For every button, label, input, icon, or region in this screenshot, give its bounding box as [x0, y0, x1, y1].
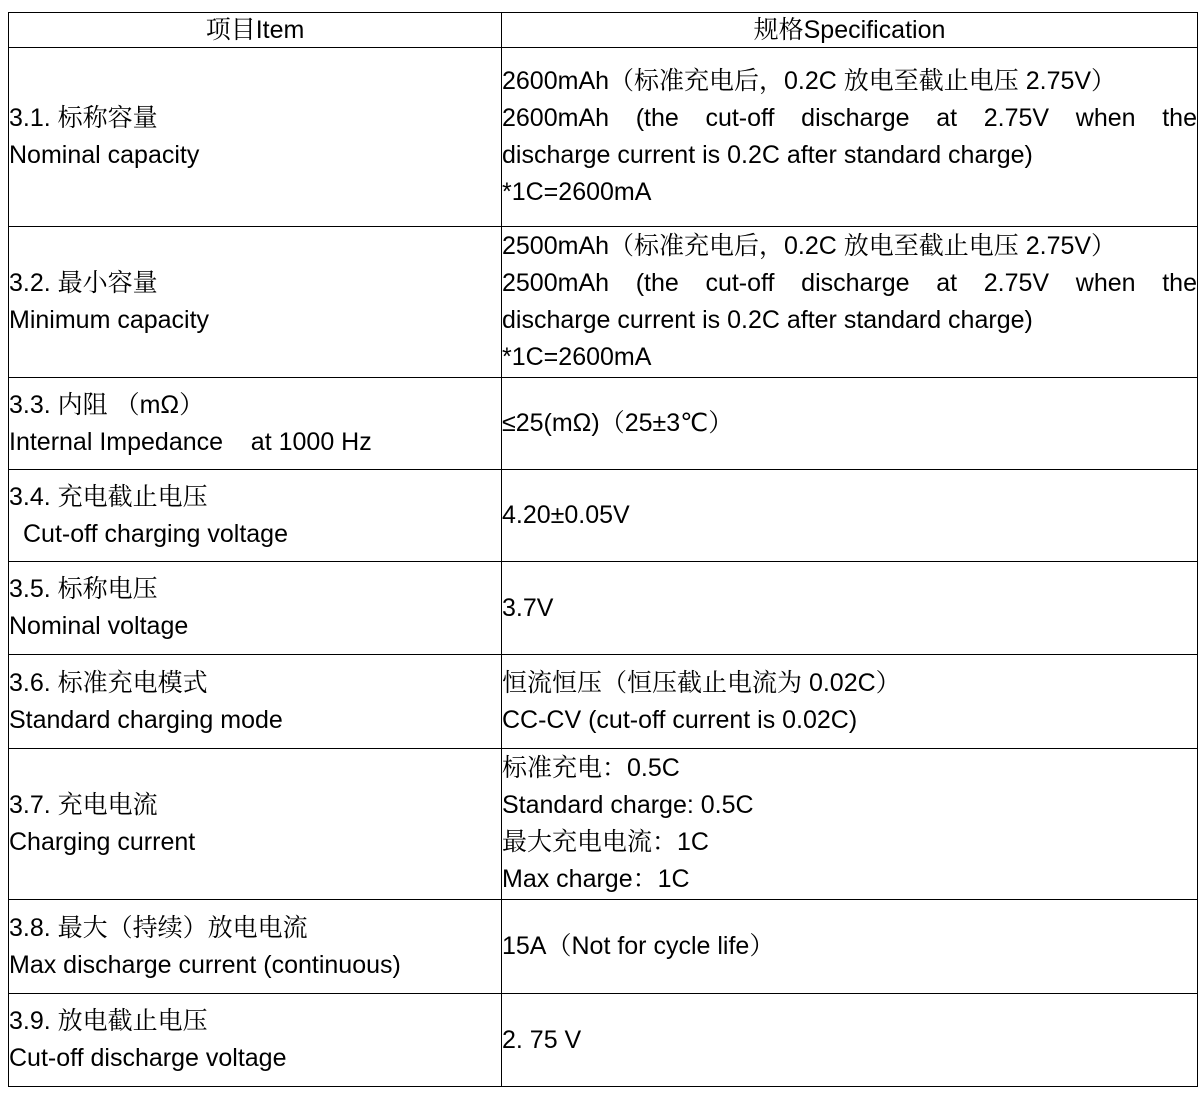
- spec-line: Max charge：1C: [502, 865, 690, 893]
- item-name-cn: 3.8. 最大（持续）放电电流: [9, 913, 308, 942]
- spec-line: 2600mAh（标准充电后，0.2C 放电至截止电压 2.75V）: [502, 67, 1117, 95]
- table-row: [9, 994, 1198, 1087]
- spec-cell: [502, 749, 1198, 900]
- table-header-row: [9, 13, 1198, 48]
- table-row: [9, 378, 1198, 470]
- spec-line: discharge current is 0.2C after standard charge): [502, 141, 1033, 169]
- spec-cell: [502, 227, 1198, 378]
- spec-line: 3.7V: [502, 593, 554, 622]
- table-row: [9, 562, 1198, 655]
- spec-cell: [502, 994, 1198, 1087]
- spec-line: 2600mAh (the cut-off discharge at 2.75V when the: [502, 104, 1197, 132]
- spec-cell: [502, 470, 1198, 562]
- item-name-cn: 3.3. 内阻 （mΩ）: [9, 390, 205, 419]
- spec-line: CC-CV (cut-off current is 0.02C): [502, 705, 858, 734]
- item-name-en: Minimum capacity: [9, 306, 210, 334]
- item-name-cn: 3.7. 充电电流: [9, 791, 158, 819]
- spec-line: 2500mAh（标准充电后，0.2C 放电至截止电压 2.75V）: [502, 232, 1117, 260]
- spec-cell: [502, 378, 1198, 470]
- item-name-en: Standard charging mode: [9, 705, 283, 734]
- spec-line: 2500mAh (the cut-off discharge at 2.75V when the: [502, 269, 1197, 297]
- spec-line: *1C=2600mA: [502, 343, 652, 371]
- item-name-cn: 3.1. 标称容量: [9, 104, 158, 132]
- item-name-cn: 3.5. 标称电压: [9, 575, 158, 603]
- item-cell: [9, 378, 502, 470]
- spec-line: ≤25(mΩ)（25±3℃）: [502, 409, 734, 437]
- item-name-en: Internal Impedance at 1000 Hz: [9, 427, 372, 456]
- spec-line: 4.20±0.05V: [502, 501, 630, 529]
- column-header-specification: 规格Specification: [502, 13, 1198, 48]
- item-name-en: Nominal voltage: [9, 612, 189, 640]
- item-cell: [9, 749, 502, 900]
- specification-table: [8, 12, 1198, 1087]
- item-name-cn: 3.2. 最小容量: [9, 269, 158, 297]
- spec-line: Standard charge: 0.5C: [502, 791, 754, 819]
- item-name-cn: 3.9. 放电截止电压: [9, 1007, 208, 1035]
- item-cell: [9, 900, 502, 994]
- spec-line: 2. 75 V: [502, 1025, 582, 1054]
- item-name-en: Nominal capacity: [9, 141, 200, 169]
- item-cell: [9, 48, 502, 227]
- spec-line: 恒流恒压（恒压截止电流为 0.02C）: [502, 668, 901, 697]
- table-row: [9, 655, 1198, 749]
- item-cell: [9, 562, 502, 655]
- item-name-en: Charging current: [9, 828, 196, 856]
- item-name-en: Cut-off discharge voltage: [9, 1044, 287, 1072]
- table-row: [9, 749, 1198, 900]
- spec-line: 标准充电：0.5C: [502, 754, 680, 782]
- item-cell: [9, 994, 502, 1087]
- table-row: [9, 900, 1198, 994]
- item-cell: [9, 655, 502, 749]
- table-row: [9, 48, 1198, 227]
- item-name-cn: 3.4. 充电截止电压: [9, 482, 208, 511]
- item-name-en: Cut-off charging voltage: [23, 519, 288, 548]
- spec-line: 最大充电电流：1C: [502, 828, 709, 856]
- item-cell: [9, 470, 502, 562]
- spec-cell: [502, 562, 1198, 655]
- spec-line: *1C=2600mA: [502, 178, 652, 206]
- spec-cell: [502, 48, 1198, 227]
- spec-cell: [502, 655, 1198, 749]
- column-header-item: 项目Item: [9, 13, 502, 48]
- item-cell: [9, 227, 502, 378]
- item-name-en: Max discharge current (continuous): [9, 950, 401, 979]
- spec-line: discharge current is 0.2C after standard charge): [502, 306, 1033, 334]
- spec-cell: [502, 900, 1198, 994]
- spec-line: 15A（Not for cycle life）: [502, 932, 775, 960]
- table-row: [9, 227, 1198, 378]
- item-name-cn: 3.6. 标准充电模式: [9, 668, 208, 697]
- table-row: [9, 470, 1198, 562]
